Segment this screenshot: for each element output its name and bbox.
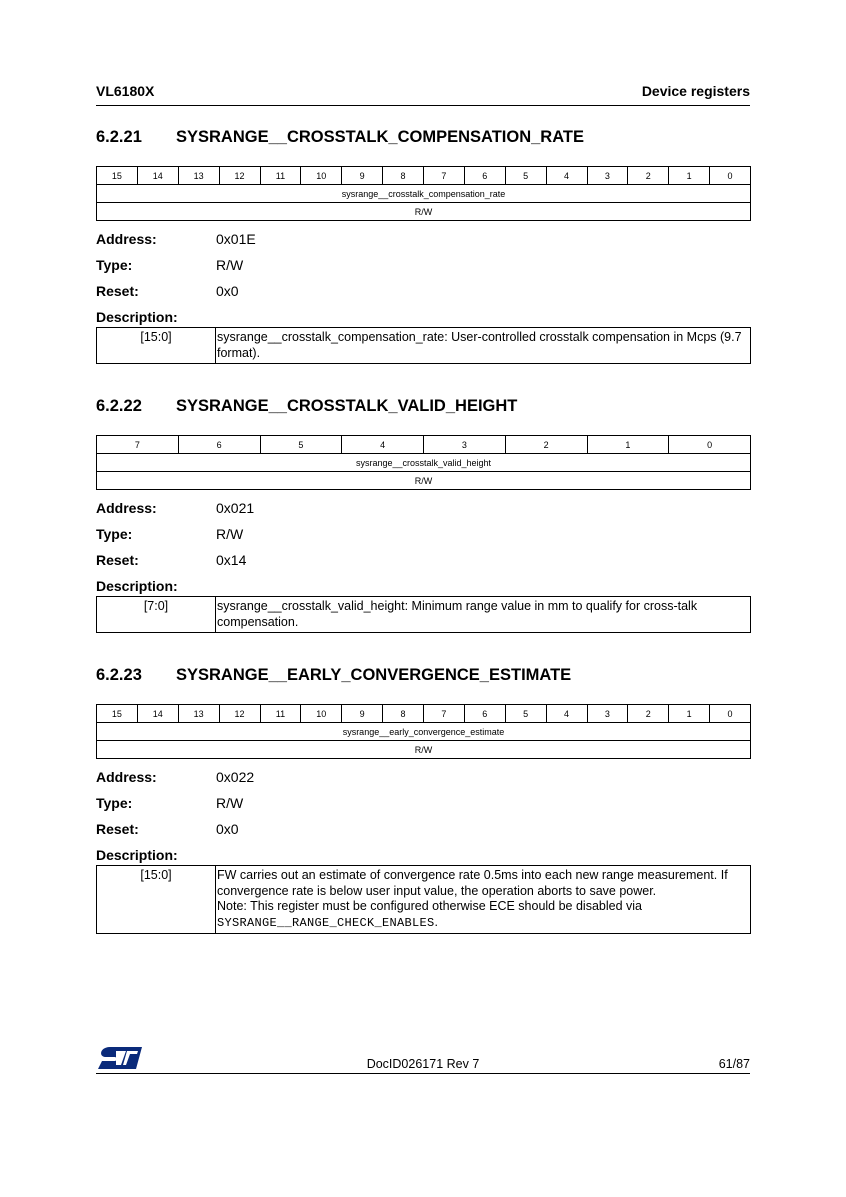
register-section-crosstalk-valid-height (96, 395, 751, 633)
address-field (96, 229, 751, 255)
section-title (96, 126, 751, 148)
section-number: 6.2.21 (96, 128, 142, 146)
description-label: Description: (96, 847, 178, 863)
register-field-name: sysrange__crosstalk_valid_height (97, 454, 751, 472)
footer-page-number: 61/87 (718, 1057, 750, 1071)
bit-number-cell: 9 (342, 167, 383, 185)
doc-header-chapter: Device registers (641, 83, 750, 99)
code-suffix: . (434, 914, 439, 929)
bit-number-cell: 12 (219, 705, 260, 723)
type-label: Type: (96, 795, 133, 811)
bit-number-cell: 2 (505, 436, 587, 454)
bit-number-cell: 1 (587, 436, 669, 454)
bit-number-cell: 4 (546, 167, 587, 185)
bit-number-cell: 15 (97, 167, 138, 185)
bit-number-cell: 5 (505, 167, 546, 185)
footer-doc-id: DocID026171 Rev 7 (366, 1057, 480, 1071)
bit-number-cell: 15 (97, 705, 138, 723)
bit-number-cell: 5 (505, 705, 546, 723)
address-label: Address: (96, 769, 157, 785)
bit-number-cell: 2 (628, 167, 669, 185)
bit-number-cell: 0 (669, 436, 751, 454)
address-label: Address: (96, 500, 157, 516)
section-title (96, 395, 751, 417)
section-name: SYSRANGE__EARLY_CONVERGENCE_ESTIMATE (176, 666, 572, 684)
bit-number-cell: 11 (260, 705, 301, 723)
section-name: SYSRANGE__CROSSTALK_VALID_HEIGHT (176, 397, 518, 415)
section-title (96, 664, 751, 686)
description-bits: [15:0] (97, 328, 216, 364)
bit-number-cell: 3 (587, 705, 628, 723)
address-field (96, 498, 751, 524)
register-access: R/W (97, 741, 751, 759)
bit-number-cell: 13 (178, 167, 219, 185)
description-paragraph: FW carries out an estimate of convergence rate 0.5ms into each new range measurement. If convergence rate is below user input value, the operation aborts to save power. (217, 868, 728, 898)
bit-number-cell: 8 (383, 167, 424, 185)
section-name: SYSRANGE__CROSSTALK_COMPENSATION_RATE (176, 128, 584, 146)
bit-number-cell: 2 (628, 705, 669, 723)
footer-divider (96, 1073, 750, 1074)
bit-number-cell: 13 (178, 705, 219, 723)
reset-label: Reset: (96, 283, 139, 299)
bit-number-cell: 7 (97, 436, 179, 454)
bit-number-cell: 14 (137, 705, 178, 723)
section-number: 6.2.23 (96, 666, 142, 684)
bit-number-row (97, 705, 751, 723)
register-section-early-convergence-estimate (96, 664, 751, 934)
register-bitmap-table (96, 435, 751, 490)
reset-value: 0x14 (216, 552, 247, 568)
description-note: Note: This register must be configured otherwise ECE should be disabled via (217, 899, 642, 913)
register-access: R/W (97, 203, 751, 221)
description-table (96, 327, 751, 364)
register-access: R/W (97, 472, 751, 490)
bit-number-cell: 14 (137, 167, 178, 185)
type-label: Type: (96, 257, 133, 273)
register-reference-code: SYSRANGE__RANGE_CHECK_ENABLES (217, 915, 435, 930)
bit-number-cell: 10 (301, 705, 342, 723)
register-bitmap-table (96, 704, 751, 759)
bit-number-cell: 0 (710, 705, 751, 723)
address-value: 0x021 (216, 500, 255, 516)
reset-value: 0x0 (216, 821, 239, 837)
description-label: Description: (96, 578, 178, 594)
bit-number-cell: 5 (260, 436, 342, 454)
bit-number-cell: 11 (260, 167, 301, 185)
type-value: R/W (216, 257, 244, 273)
description-bits: [15:0] (97, 866, 216, 934)
section-number: 6.2.22 (96, 397, 142, 415)
reset-label: Reset: (96, 552, 139, 568)
bit-number-cell: 9 (342, 705, 383, 723)
description-table (96, 596, 751, 633)
description-bits: [7:0] (97, 597, 216, 633)
bit-number-cell: 12 (219, 167, 260, 185)
bit-number-row (97, 167, 751, 185)
reset-field (96, 550, 751, 576)
type-value: R/W (216, 526, 244, 542)
doc-header-product: VL6180X (96, 83, 155, 99)
bit-number-cell: 3 (424, 436, 506, 454)
bit-number-cell: 7 (424, 167, 465, 185)
bit-number-cell: 4 (342, 436, 424, 454)
description-code-line (217, 915, 748, 932)
bit-number-row (97, 436, 751, 454)
address-field (96, 767, 751, 793)
type-field (96, 255, 751, 281)
register-field-name: sysrange__crosstalk_compensation_rate (97, 185, 751, 203)
register-section-crosstalk-compensation-rate (96, 126, 751, 364)
header-divider (96, 105, 750, 106)
bit-number-cell: 7 (424, 705, 465, 723)
reset-value: 0x0 (216, 283, 239, 299)
reset-field (96, 281, 751, 307)
type-label: Type: (96, 526, 133, 542)
bit-number-cell: 0 (710, 167, 751, 185)
register-field-name: sysrange__early_convergence_estimate (97, 723, 751, 741)
bit-number-cell: 6 (178, 436, 260, 454)
bit-number-cell: 1 (669, 167, 710, 185)
description-text: sysrange__crosstalk_valid_height: Minimum range value in mm to qualify for cross-talk compensation. (216, 597, 751, 633)
type-field (96, 524, 751, 550)
address-label: Address: (96, 231, 157, 247)
description-text: sysrange__crosstalk_compensation_rate: User-controlled crosstalk compensation in Mcps (9.7 format). (216, 328, 751, 364)
description-text (216, 866, 751, 934)
reset-label: Reset: (96, 821, 139, 837)
bit-number-cell: 8 (383, 705, 424, 723)
description-table (96, 865, 751, 934)
register-bitmap-table (96, 166, 751, 221)
reset-field (96, 819, 751, 845)
bit-number-cell: 1 (669, 705, 710, 723)
bit-number-cell: 10 (301, 167, 342, 185)
bit-number-cell: 4 (546, 705, 587, 723)
address-value: 0x022 (216, 769, 255, 785)
description-label: Description: (96, 309, 178, 325)
type-field (96, 793, 751, 819)
address-value: 0x01E (216, 231, 256, 247)
bit-number-cell: 3 (587, 167, 628, 185)
type-value: R/W (216, 795, 244, 811)
bit-number-cell: 6 (464, 705, 505, 723)
bit-number-cell: 6 (464, 167, 505, 185)
